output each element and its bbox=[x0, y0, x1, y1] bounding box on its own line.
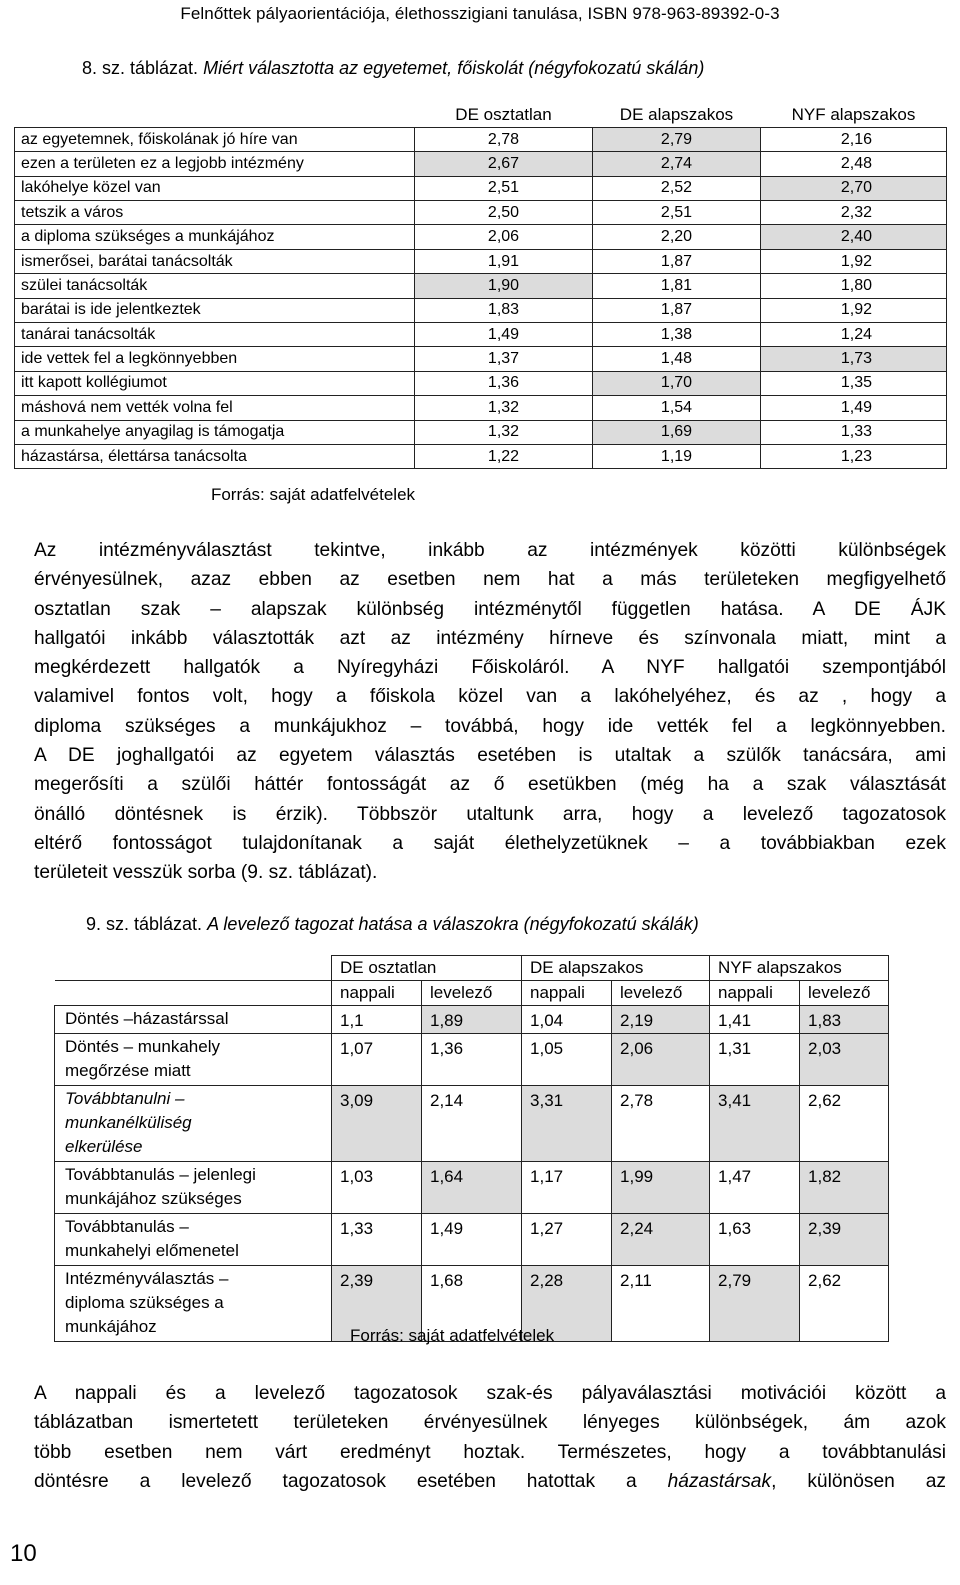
paragraph-line: A DE joghallgatói az egyetem választás esetében is utaltak a szülők tanácsára, ami bbox=[34, 745, 946, 767]
paragraph-line: önálló döntésnek is érzik). Többször utaltunk arra, hogy a levelező tagozatosok bbox=[34, 803, 946, 825]
paragraph-line: területeit vesszük sorba (9. sz. táblázat). bbox=[34, 862, 378, 884]
table-row bbox=[15, 444, 947, 468]
paragraph-2 bbox=[4, 1379, 946, 1496]
paragraph-line: hallgatói inkább választották azt az intézmény hírneve és színvonala miatt, mint a bbox=[34, 627, 946, 649]
table8-cell: 1,38 bbox=[593, 323, 761, 347]
table9-source: Forrás: saját adatfelvételek bbox=[350, 1326, 555, 1345]
table9-row-label-line: elkerülése bbox=[65, 1137, 143, 1156]
table9-cell: 1,27 bbox=[522, 1214, 612, 1266]
table8-cell: 1,92 bbox=[761, 249, 947, 273]
table-row bbox=[15, 371, 947, 395]
table8-cell: 1,69 bbox=[593, 420, 761, 444]
table9-row-label-line: munkájához szükséges bbox=[65, 1189, 242, 1208]
table8-cell: 1,37 bbox=[415, 347, 593, 371]
table9-cell: 1,64 bbox=[422, 1162, 522, 1214]
paragraph-line: megerősíti a szülői háttér fontosságát az ő esetükben (még ha a szak választását bbox=[34, 774, 946, 796]
table9 bbox=[54, 955, 889, 1342]
table9-row-label bbox=[55, 1162, 332, 1214]
table8-cell: 1,87 bbox=[593, 298, 761, 322]
table8-row-label: a munkahelye anyagilag is támogatja bbox=[15, 420, 415, 444]
table9-row-label bbox=[55, 1214, 332, 1266]
table8-cell: 2,74 bbox=[593, 152, 761, 176]
table-row bbox=[15, 176, 947, 200]
table9-cell: 1,89 bbox=[422, 1006, 522, 1034]
table8-cell: 1,32 bbox=[415, 420, 593, 444]
table9-sub-header: nappali bbox=[522, 981, 612, 1006]
table8-row-label: szülei tanácsolták bbox=[15, 274, 415, 298]
table9-cell: 2,39 bbox=[800, 1214, 889, 1266]
table9-row-label-line: Döntés –házastárssal bbox=[65, 1009, 229, 1028]
paragraph-italic: házastársak bbox=[667, 1470, 772, 1492]
table9-sub-header: levelező bbox=[612, 981, 710, 1006]
table9-group-header: DE osztatlan bbox=[332, 956, 522, 981]
table9-row-label bbox=[55, 1034, 332, 1086]
table-row bbox=[15, 323, 947, 347]
table-row bbox=[15, 396, 947, 420]
table9-cell: 1,49 bbox=[422, 1214, 522, 1266]
table-row bbox=[15, 127, 947, 151]
table8-cell: 1,49 bbox=[415, 323, 593, 347]
table9-cell: 1,31 bbox=[710, 1034, 800, 1086]
table8-row-label: itt kapott kollégiumot bbox=[15, 371, 415, 395]
table8-cell: 1,36 bbox=[415, 371, 593, 395]
table9-cell: 3,41 bbox=[710, 1086, 800, 1162]
table8-col-header: DE osztatlan bbox=[415, 103, 593, 127]
table9-cell: 1,68 bbox=[422, 1266, 522, 1342]
paragraph-text: döntésre a levelező tagozatosok esetében hatottak a bbox=[34, 1470, 637, 1492]
table8-row-label: ide vettek fel a legkönnyebben bbox=[15, 347, 415, 371]
paragraph-line: valamivel fontos volt, hogy a főiskola közel van a lakóhelyéhez, és az , hogy a bbox=[34, 686, 946, 708]
paragraph-line: eltérő fontosságot tulajdonítanak a saját élethelyzetüknek – a továbbiakban ezek bbox=[34, 832, 946, 854]
table-row bbox=[15, 420, 947, 444]
table9-caption-title: A levelező tagozat hatása a válaszokra (négyfokozatú skálák) bbox=[207, 914, 699, 934]
table8-cell: 1,19 bbox=[593, 444, 761, 468]
table9-sub-header: levelező bbox=[800, 981, 889, 1006]
table9-row-label-line: Döntés – munkahely bbox=[65, 1037, 220, 1056]
table8 bbox=[14, 103, 947, 469]
table9-cell: 2,62 bbox=[800, 1086, 889, 1162]
table8-row-label: ezen a területen ez a legjobb intézmény bbox=[15, 152, 415, 176]
paragraph-line: diploma szükséges a munkájukhoz – továbbá, hogy ide vették fel a legkönnyebben. bbox=[34, 715, 946, 737]
paragraph-line: Az intézményválasztást tekintve, inkább az intézmények közötti különbségek bbox=[34, 540, 946, 561]
table8-cell: 2,06 bbox=[415, 225, 593, 249]
table9-cell: 2,79 bbox=[710, 1266, 800, 1342]
table8-col-header: NYF alapszakos bbox=[761, 103, 947, 127]
table9-cell: 2,62 bbox=[800, 1266, 889, 1342]
table8-cell: 1,22 bbox=[415, 444, 593, 468]
table9-header-empty bbox=[55, 956, 332, 981]
table9-row-label-line: munkájához bbox=[65, 1317, 157, 1336]
table-row bbox=[55, 1214, 889, 1266]
table9-sub-header: nappali bbox=[710, 981, 800, 1006]
table8-cell: 2,51 bbox=[593, 201, 761, 225]
table8-cell: 1,80 bbox=[761, 274, 947, 298]
table-row bbox=[15, 249, 947, 273]
table8-cell: 1,90 bbox=[415, 274, 593, 298]
table8-row-label: barátai is ide jelentkeztek bbox=[15, 298, 415, 322]
paragraph-line: osztatlan szak – alapszak különbség intézménytől független hatása. A DE ÁJK bbox=[34, 598, 946, 620]
table8-header-empty bbox=[15, 103, 415, 127]
table9-row-label-line: Intézményválasztás – bbox=[65, 1269, 229, 1288]
table9-cell: 1,41 bbox=[710, 1006, 800, 1034]
table8-caption bbox=[82, 58, 704, 79]
table8-cell: 1,33 bbox=[761, 420, 947, 444]
table8-cell: 2,40 bbox=[761, 225, 947, 249]
table9-cell: 2,19 bbox=[612, 1006, 710, 1034]
table8-cell: 1,35 bbox=[761, 371, 947, 395]
table8-row-label: az egyetemnek, főiskolának jó híre van bbox=[15, 127, 415, 151]
table9-row-label bbox=[55, 1006, 332, 1034]
table9-cell: 1,82 bbox=[800, 1162, 889, 1214]
table9-cell: 2,06 bbox=[612, 1034, 710, 1086]
table9-sub-header: nappali bbox=[332, 981, 422, 1006]
table9-cell: 3,31 bbox=[522, 1086, 612, 1162]
table9-row-label bbox=[55, 1086, 332, 1162]
table8-row-label: tanárai tanácsolták bbox=[15, 323, 415, 347]
table9-group-header: DE alapszakos bbox=[522, 956, 710, 981]
table9-row-label-line: munkahelyi előmenetel bbox=[65, 1241, 239, 1260]
table8-row-label: máshová nem vették volna fel bbox=[15, 396, 415, 420]
table9-header-empty bbox=[55, 981, 332, 1006]
paragraph-line: több esetben nem várt eredményt hoztak. Természetes, hogy a továbbtanulási bbox=[34, 1441, 946, 1463]
table9-cell: 2,28 bbox=[522, 1266, 612, 1342]
table9-cell: 2,03 bbox=[800, 1034, 889, 1086]
table8-caption-title: Miért választotta az egyetemet, főiskolát (négyfokozatú skálán) bbox=[203, 58, 705, 78]
table9-cell: 1,63 bbox=[710, 1214, 800, 1266]
table9-caption-prefix: 9. sz. táblázat. bbox=[86, 914, 203, 934]
table9-body bbox=[55, 956, 889, 1342]
table8-cell: 1,91 bbox=[415, 249, 593, 273]
table-row bbox=[15, 347, 947, 371]
table8-row-label: lakóhelye közel van bbox=[15, 176, 415, 200]
paragraph-line bbox=[4, 1467, 946, 1496]
table9-row-label-line: munkanélküliség bbox=[65, 1113, 192, 1132]
table9-cell: 1,05 bbox=[522, 1034, 612, 1086]
table8-cell: 2,50 bbox=[415, 201, 593, 225]
table8-row-label: ismerősei, barátai tanácsolták bbox=[15, 249, 415, 273]
table-row bbox=[15, 298, 947, 322]
table9-cell: 1,33 bbox=[332, 1214, 422, 1266]
table-row bbox=[55, 1086, 889, 1162]
table8-cell: 1,49 bbox=[761, 396, 947, 420]
table9-cell: 2,24 bbox=[612, 1214, 710, 1266]
running-head: Felnőttek pályaorientációja, élethosszigiani tanulása, ISBN 978-963-89392-0-3 bbox=[180, 4, 780, 23]
table9-caption bbox=[86, 914, 699, 935]
table8-cell: 1,24 bbox=[761, 323, 947, 347]
table8-cell: 1,83 bbox=[415, 298, 593, 322]
table8-cell: 1,54 bbox=[593, 396, 761, 420]
paragraph-text: , különösen az bbox=[771, 1470, 946, 1492]
paragraph-line: A nappali és a levelező tagozatosok szak-és pályaválasztási motivációi között a bbox=[34, 1383, 946, 1404]
table8-cell: 2,20 bbox=[593, 225, 761, 249]
table9-cell: 2,11 bbox=[612, 1266, 710, 1342]
table9-row-label-line: Továbbtanulni – bbox=[65, 1089, 185, 1108]
table9-sub-header-row bbox=[55, 981, 889, 1006]
table9-row-label-line: Továbbtanulás – bbox=[65, 1217, 189, 1236]
table-row bbox=[15, 225, 947, 249]
table9-row-label-line: megőrzése miatt bbox=[65, 1061, 191, 1080]
table8-cell: 1,48 bbox=[593, 347, 761, 371]
table8-header-row bbox=[15, 103, 947, 127]
table8-caption-prefix: 8. sz. táblázat. bbox=[82, 58, 199, 78]
table8-cell: 1,70 bbox=[593, 371, 761, 395]
table9-cell: 3,09 bbox=[332, 1086, 422, 1162]
paragraph-line: érvényesülnek, azaz ebben az esetben nem hat a más területeken megfigyelhető bbox=[34, 569, 946, 591]
table8-cell: 2,67 bbox=[415, 152, 593, 176]
table8-body bbox=[15, 127, 947, 468]
table-row bbox=[15, 274, 947, 298]
table8-cell: 1,81 bbox=[593, 274, 761, 298]
table9-cell: 2,78 bbox=[612, 1086, 710, 1162]
table9-cell: 1,03 bbox=[332, 1162, 422, 1214]
table8-cell: 2,51 bbox=[415, 176, 593, 200]
paragraph-line: megkérdezett hallgatók a Nyíregyházi Főiskoláról. A NYF hallgatói szempontjából bbox=[34, 657, 946, 679]
table8-source: Forrás: saját adatfelvételek bbox=[210, 485, 416, 504]
table8-cell: 1,23 bbox=[761, 444, 947, 468]
table9-cell: 1,99 bbox=[612, 1162, 710, 1214]
table9-row-label-line: Továbbtanulás – jelenlegi bbox=[65, 1165, 256, 1184]
table9-cell: 1,83 bbox=[800, 1006, 889, 1034]
table9-cell: 1,1 bbox=[332, 1006, 422, 1034]
table-row bbox=[55, 1006, 889, 1034]
table9-cell: 1,04 bbox=[522, 1006, 612, 1034]
table9-cell: 2,39 bbox=[332, 1266, 422, 1342]
table8-cell: 2,52 bbox=[593, 176, 761, 200]
table-row bbox=[15, 152, 947, 176]
table9-sub-header: levelező bbox=[422, 981, 522, 1006]
table8-cell: 1,32 bbox=[415, 396, 593, 420]
table8-row-label: a diploma szükséges a munkájához bbox=[15, 225, 415, 249]
table9-cell: 1,47 bbox=[710, 1162, 800, 1214]
table8-cell: 2,78 bbox=[415, 127, 593, 151]
paragraph-1 bbox=[4, 536, 946, 888]
table-row bbox=[15, 201, 947, 225]
table8-cell: 2,16 bbox=[761, 127, 947, 151]
table9-cell: 2,14 bbox=[422, 1086, 522, 1162]
table9-cell: 1,36 bbox=[422, 1034, 522, 1086]
table8-col-header: DE alapszakos bbox=[593, 103, 761, 127]
page-number: 10 bbox=[10, 1540, 37, 1567]
table8-cell: 1,92 bbox=[761, 298, 947, 322]
table8-cell: 2,70 bbox=[761, 176, 947, 200]
table9-cell: 1,07 bbox=[332, 1034, 422, 1086]
table8-cell: 2,48 bbox=[761, 152, 947, 176]
table-row bbox=[55, 1034, 889, 1086]
table8-cell: 1,87 bbox=[593, 249, 761, 273]
table8-row-label: tetszik a város bbox=[15, 201, 415, 225]
table9-group-header: NYF alapszakos bbox=[710, 956, 889, 981]
table-row bbox=[55, 1162, 889, 1214]
table8-cell: 1,73 bbox=[761, 347, 947, 371]
table8-row-label: házastársa, élettársa tanácsolta bbox=[15, 444, 415, 468]
table8-cell: 2,32 bbox=[761, 201, 947, 225]
table9-cell: 1,17 bbox=[522, 1162, 612, 1214]
table9-group-header-row bbox=[55, 956, 889, 981]
paragraph-line: táblázatban ismertetett területeken érvényesülnek lényeges különbségek, ám azok bbox=[34, 1412, 946, 1434]
table9-row-label-line: diploma szükséges a bbox=[65, 1293, 224, 1312]
table8-cell: 2,79 bbox=[593, 127, 761, 151]
